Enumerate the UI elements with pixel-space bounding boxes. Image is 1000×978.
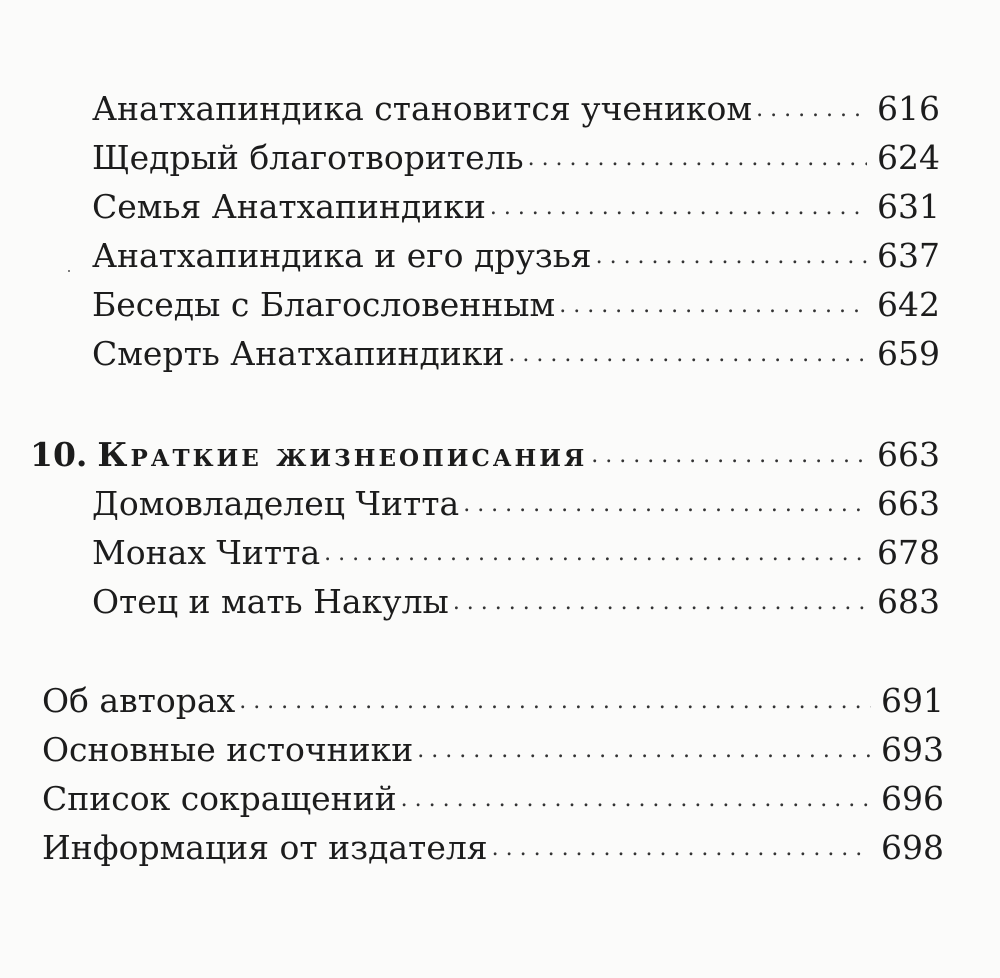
toc-entry-title: Монах Читта bbox=[92, 533, 321, 572]
toc-entry-page: 693 bbox=[881, 730, 944, 769]
toc-entry-page: 698 bbox=[881, 828, 944, 867]
toc-entry[interactable] bbox=[92, 281, 940, 329]
toc-entry-page: 696 bbox=[881, 779, 944, 818]
toc-entry[interactable] bbox=[42, 677, 944, 725]
dot-leader bbox=[239, 678, 871, 726]
chapter-page: 663 bbox=[877, 435, 940, 474]
toc-entry-title: Список сокращений bbox=[42, 779, 397, 818]
toc-entry[interactable] bbox=[92, 529, 940, 577]
toc-entry-page: 642 bbox=[877, 285, 940, 324]
dot-leader bbox=[756, 86, 867, 134]
toc-entry[interactable] bbox=[92, 183, 940, 231]
toc-entry-title: Отец и мать Накулы bbox=[92, 582, 449, 621]
toc-entry[interactable] bbox=[92, 480, 940, 528]
dot-leader bbox=[490, 184, 867, 232]
toc-chapter-entry[interactable] bbox=[30, 431, 940, 479]
toc-entry-page: 624 bbox=[877, 138, 940, 177]
dot-leader bbox=[417, 727, 871, 775]
dot-leader bbox=[508, 331, 867, 379]
dot-leader bbox=[559, 282, 867, 330]
toc-entry-title: Семья Анатхапиндики bbox=[92, 187, 486, 226]
chapter-title: Краткие жизнеописания bbox=[97, 435, 588, 474]
toc-entry[interactable] bbox=[92, 578, 940, 626]
toc-entry-page: 683 bbox=[877, 582, 940, 621]
dot-leader bbox=[492, 825, 871, 873]
toc-entry[interactable] bbox=[42, 726, 944, 774]
toc-entry-title: Беседы с Благословенным bbox=[92, 285, 556, 324]
chapter-number: 10. bbox=[30, 435, 88, 474]
toc-entry-title: Об авторах bbox=[42, 681, 236, 720]
toc-entry-page: 631 bbox=[877, 187, 940, 226]
dot-leader bbox=[591, 432, 867, 480]
dot-leader bbox=[596, 233, 867, 281]
toc-entry-page: 678 bbox=[877, 533, 940, 572]
toc-entry-page: 637 bbox=[877, 236, 940, 275]
toc-entry-title: Основные источники bbox=[42, 730, 414, 769]
toc-entry[interactable] bbox=[92, 330, 940, 378]
toc-entry-title: Анатхапиндика становится учеником bbox=[92, 89, 753, 128]
toc-entry-title: Анатхапиндика и его друзья bbox=[92, 236, 592, 275]
toc-entry-title: Смерть Анатхапиндики bbox=[92, 334, 505, 373]
print-speck bbox=[68, 270, 70, 272]
toc-entry-page: 663 bbox=[877, 484, 940, 523]
toc-entry-title: Домовладелец Читта bbox=[92, 484, 460, 523]
toc-entry-page: 691 bbox=[881, 681, 944, 720]
toc-entry-page: 616 bbox=[877, 89, 940, 128]
toc-entry-title: Щедрый благотворитель bbox=[92, 138, 524, 177]
toc-entry-title: Информация от издателя bbox=[42, 828, 488, 867]
toc-entry[interactable] bbox=[92, 85, 940, 133]
dot-leader bbox=[528, 135, 867, 183]
toc-entry[interactable] bbox=[92, 134, 940, 182]
toc-entry[interactable] bbox=[92, 232, 940, 280]
toc-entry[interactable] bbox=[42, 775, 944, 823]
toc-entry-page: 659 bbox=[877, 334, 940, 373]
dot-leader bbox=[401, 776, 871, 824]
dot-leader bbox=[453, 579, 867, 627]
dot-leader bbox=[324, 530, 867, 578]
dot-leader bbox=[463, 481, 867, 529]
toc-entry[interactable] bbox=[42, 824, 944, 872]
